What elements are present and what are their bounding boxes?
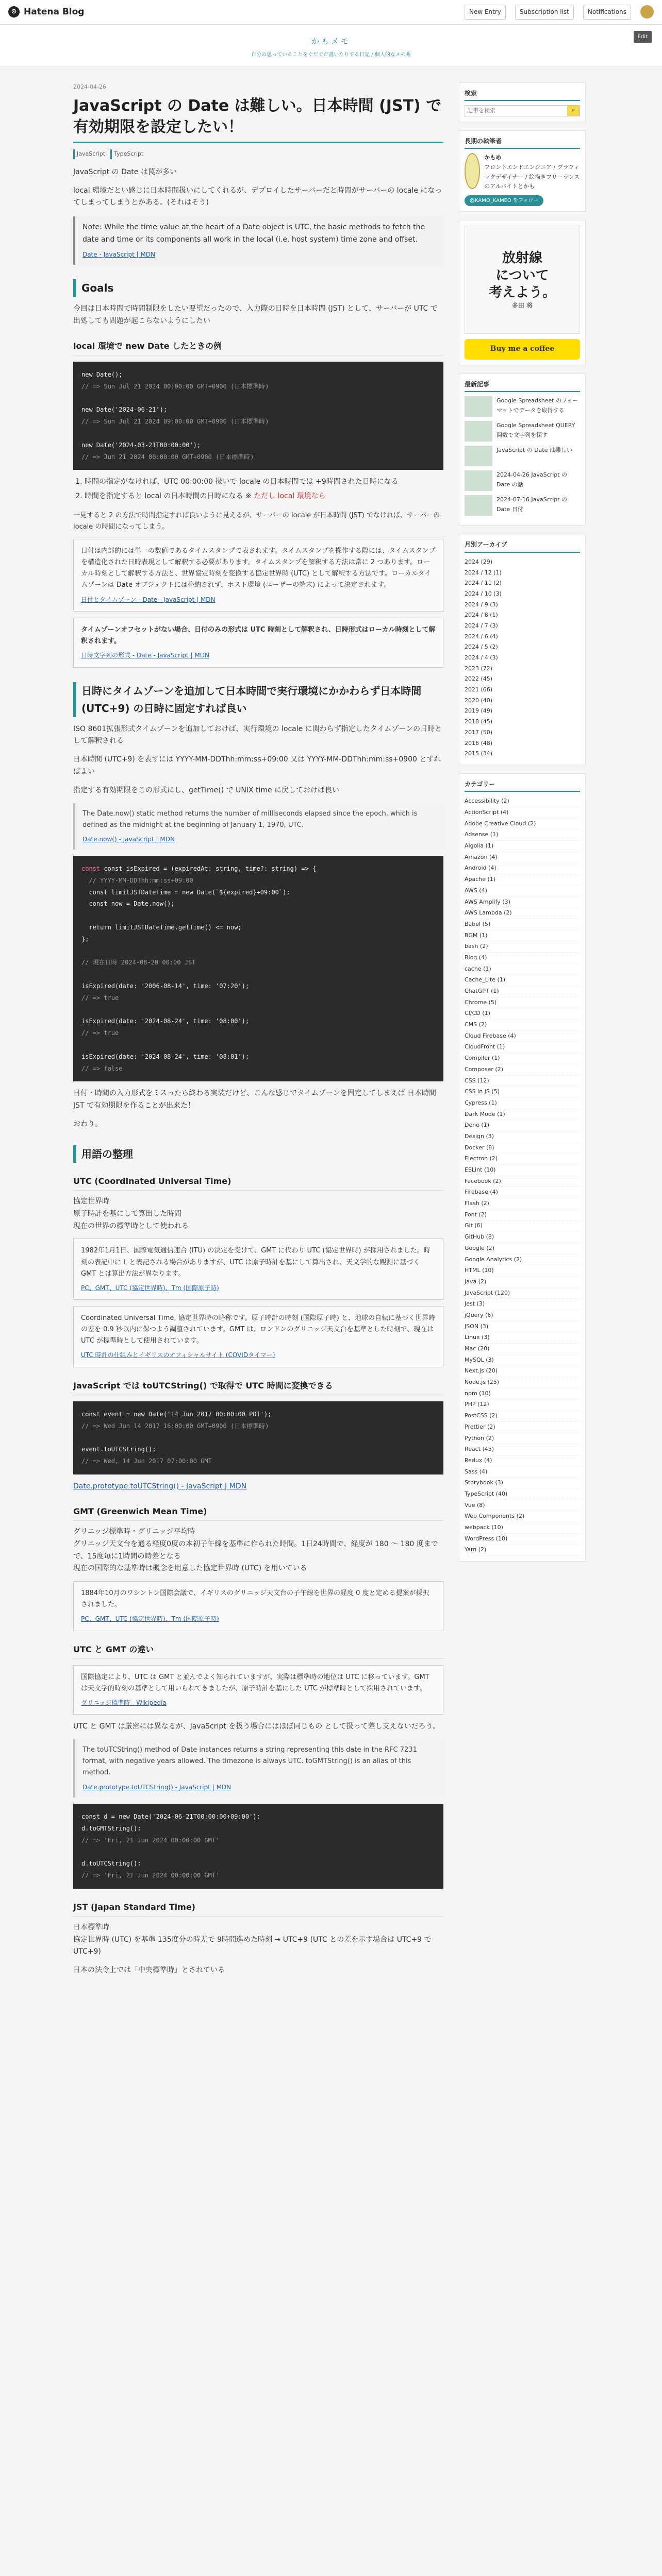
recent-posts-widget	[459, 374, 586, 526]
category-item[interactable]: Android (4)	[465, 863, 580, 874]
category-item[interactable]: HTML (10)	[465, 1265, 580, 1277]
behavior-list	[85, 476, 443, 503]
archive-item[interactable]: 2015 (34)	[465, 750, 493, 757]
gmt-heading: GMT (Greenwich Mean Time)	[73, 1504, 443, 1521]
category-item[interactable]: Web Components (2)	[465, 1511, 580, 1522]
post-thumbnail	[465, 495, 492, 516]
category-item[interactable]: Facebook (2)	[465, 1176, 580, 1188]
new-entry-button[interactable]: New Entry	[465, 5, 506, 19]
category-item[interactable]: BGM (1)	[465, 930, 580, 942]
recent-post[interactable]: Google Spreadsheet QUERY 関数で文字列を探す	[465, 421, 580, 442]
category-item[interactable]: bash (2)	[465, 941, 580, 953]
category-item[interactable]: Storybook (3)	[465, 1478, 580, 1489]
blog-header	[0, 25, 662, 67]
article-title[interactable]: JavaScript の Date は難しい。日本時間 (JST) で有効期限を設定したい！	[73, 96, 443, 143]
code-block-3: const event = new Date('14 Jun 2017 00:00:00 PDT'); // => Wed Jun 14 2017 16:00:00 GMT+0900 (日本標準時) event.toUTCString(); // => Wed, 14 Jun 2017 07:00:00 GMT	[73, 1401, 443, 1475]
edit-button[interactable]: Edit	[634, 31, 652, 43]
archive-item[interactable]: 2024 / 9 (3)	[465, 601, 498, 608]
archive-item[interactable]: 2024 / 6 (4)	[465, 633, 498, 640]
archive-item[interactable]: 2017 (50)	[465, 728, 493, 736]
category-item[interactable]: PostCSS (2)	[465, 1411, 580, 1422]
list-item: 2. 時間を指定すると local の日本時間の日時になる ※ ただし local 環境なら	[85, 490, 443, 503]
category-item[interactable]: GitHub (8)	[465, 1232, 580, 1243]
fix-heading: 日時にタイムゾーンを追加して日本時間で実行環境にかかわらず日本時間 (UTC+9) の日時に固定すれば良い	[73, 682, 443, 717]
archive-item[interactable]: 2019 (49)	[465, 707, 493, 715]
category-item[interactable]: React (45)	[465, 1444, 580, 1455]
gmt-quote: 1884年10月のワシントン国際会議で、イギリスのグリニッジ天文台の子午線を世界の経度 0 度と定める提案が採択されました。 PC、GMT、UTC (協定世界時)、Tm (国際原子時)	[73, 1581, 443, 1631]
category-item[interactable]: CI/CD (1)	[465, 1008, 580, 1020]
fix-paragraph-2: 日本時間 (UTC+9) を表すには YYYY-MM-DDThh:mm:ss+09:00 又は YYYY-MM-DDThh:mm:ss+0900 とすればよい	[73, 755, 441, 776]
category-item[interactable]: ESLint (10)	[465, 1165, 580, 1176]
post-thumbnail	[465, 396, 492, 417]
archive-item[interactable]: 2024 / 10 (3)	[465, 590, 502, 597]
post-thumbnail	[465, 446, 492, 466]
blog-title[interactable]: かもメモ	[311, 37, 351, 46]
search-input[interactable]	[465, 106, 567, 116]
category-item[interactable]: Cypress (1)	[465, 1098, 580, 1109]
category-item[interactable]: JavaScript (120)	[465, 1288, 580, 1299]
diff-heading: UTC と GMT の違い	[73, 1642, 443, 1659]
mdn-quote-box-2: タイムゾーンオフセットがない場合、日付のみの形式は UTC 時刻として解釈され、日時形式はローカル時刻として解釈されます。 日時文字列の形式 - Date - JavaScript | MDN	[73, 618, 443, 668]
profile-widget	[459, 130, 586, 212]
box2-citation-link[interactable]: 日時文字列の形式 - Date - JavaScript | MDN	[81, 652, 209, 659]
goals-paragraph: 今回は日本時間で時間制限をしたい要望だったので、入力際の日時を日本時間 (JST) として、サーバーが UTC で出処しても問題が起こらないようにしたい	[73, 304, 438, 326]
search-icon[interactable]: ⌕	[567, 106, 580, 116]
jst-paragraph-2: 日本の法令上では「中央標準時」とされている	[73, 1966, 225, 1975]
fix-paragraph-3: 指定する有効期限をこの形式にし、getTime() で UNIX time に戻しておけば良い	[73, 786, 340, 794]
diff-quote: 国際協定により、UTC は GMT と並んでよく知られていますが、実際は標準時の地位は UTC に移っています。GMT は天文学的時刻の基準として用いられてきましたが、原子時計を基にした UTC が標準時として採用されています。 グリニッジ標準時 - Wikipedia	[73, 1665, 443, 1715]
utc-paragraph: 協定世界時 原子時計を基にして算出した時間 現在の世界の標準時として使われる	[73, 1197, 189, 1230]
archive-item[interactable]: 2018 (45)	[465, 718, 493, 725]
recent-post[interactable]: 2024-04-26 JavaScript の Date の話	[465, 470, 580, 491]
category-item[interactable]: Flash (2)	[465, 1198, 580, 1210]
category-item[interactable]: CMS (2)	[465, 1020, 580, 1031]
category-item[interactable]: AWS Lambda (2)	[465, 908, 580, 919]
local-example-heading: local 環境で new Date したときの例	[73, 339, 443, 355]
category-item[interactable]: Git (6)	[465, 1221, 580, 1232]
category-item[interactable]: Cloud Firebase (4)	[465, 1031, 580, 1042]
article-date[interactable]: 2024-04-26	[73, 83, 106, 90]
subscription-list-button[interactable]: Subscription list	[515, 5, 574, 19]
toutcstring-quote: The toUTCString() method of Date instances returns a string representing this date in the RFC 7231 format, with negative years allowed. The timezone is always UTC. toGMTString() is an alias of this method. Date.prototype.toUTCString() - JavaScript | MDN	[73, 1739, 443, 1798]
category-item[interactable]: Linux (3)	[465, 1332, 580, 1344]
toutc-citation-link[interactable]: Date.prototype.toUTCString() - JavaScript | MDN	[73, 1482, 247, 1490]
category-item[interactable]: CloudFront (1)	[465, 1042, 580, 1053]
mdn-quote-box-1: 日付は内部的には単一の数値であるタイムスタンプで表されます。タイムスタンプを操作する際には、タイムスタンプを構造化された日時表現として解釈する必要があります。タイムスタンプを解釈する方法は常に 2 つあります。ローカル時刻として解釈する方法と、世界協定時刻を変換する協定世界時 (UTC) として解釈する方法です。ローカルタイムゾーンは Date オブジェクトには格納されず、ホスト環境 (ユーザーの端末) によって決定されます。 日付とタイムゾーン - Date - JavaScript | MDN	[73, 539, 443, 612]
category-item[interactable]: Adsense (1)	[465, 829, 580, 841]
category-item[interactable]: Deno (1)	[465, 1120, 580, 1131]
notifications-button[interactable]: Notifications	[583, 5, 631, 19]
category-item[interactable]: Vue (8)	[465, 1500, 580, 1512]
profile-name[interactable]: かもめ	[484, 154, 502, 161]
category-item[interactable]: Composer (2)	[465, 1064, 580, 1076]
fix-paragraph-4: 日付・時間の入力形式をミスったら終わる実装だけど、こんな感じでタイムゾーンを固定してしまえば 日本時間 JST で有効期限を作ることが出来た！	[73, 1089, 437, 1110]
category-item[interactable]: Dark Mode (1)	[465, 1109, 580, 1121]
category-item[interactable]: ChatGPT (1)	[465, 986, 580, 997]
category-item[interactable]: jQuery (6)	[465, 1310, 580, 1321]
category-item[interactable]: JSON (3)	[465, 1321, 580, 1333]
category-item[interactable]: MySQL (3)	[465, 1355, 580, 1366]
tag-typescript[interactable]: TypeScript	[110, 149, 143, 159]
box1-citation-link[interactable]: 日付とタイムゾーン - Date - JavaScript | MDN	[81, 596, 216, 603]
recent-post[interactable]: 2024-07-16 JavaScript の Date 日付	[465, 495, 580, 516]
category-item[interactable]: AWS Amplify (3)	[465, 897, 580, 908]
archive-heading: 月別アーカイブ	[465, 539, 580, 552]
book-ad-widget	[459, 220, 586, 365]
category-item[interactable]: Accessibility (2)	[465, 796, 580, 807]
recent-post[interactable]: Google Spreadsheet のフォーマットでデータを取得する	[465, 396, 580, 417]
category-item[interactable]: Google (2)	[465, 1243, 580, 1255]
archive-item[interactable]: 2023 (72)	[465, 665, 493, 672]
category-item[interactable]: Firebase (4)	[465, 1187, 580, 1198]
category-heading: カテゴリー	[465, 779, 580, 792]
archive-item[interactable]: 2024 / 11 (2)	[465, 580, 502, 587]
category-item[interactable]: webpack (10)	[465, 1522, 580, 1534]
archive-item[interactable]: 2024 (29)	[465, 558, 493, 565]
brand-label: Hatena Blog	[24, 7, 85, 18]
blog-subtitle: 自分の思っていることをぐだぐだ書いたりする日記 / 個人的なメモ帳	[251, 52, 411, 58]
search-heading: 検索	[465, 88, 580, 101]
buy-me-a-coffee-button[interactable]: Buy me a coffee	[465, 339, 580, 360]
post-thumbnail	[465, 470, 492, 491]
category-item[interactable]: CSS in JS (5)	[465, 1087, 580, 1098]
category-item[interactable]: Cache_Lite (1)	[465, 975, 580, 986]
category-item[interactable]: Algolia (1)	[465, 841, 580, 852]
jst-heading: JST (Japan Standard Time)	[73, 1900, 443, 1917]
note-citation-link[interactable]: Date - JavaScript | MDN	[82, 250, 156, 258]
category-item[interactable]: Adobe Creative Cloud (2)	[465, 819, 580, 830]
category-widget	[459, 773, 586, 1562]
category-item[interactable]: ActionScript (4)	[465, 807, 580, 819]
category-item[interactable]: npm (10)	[465, 1388, 580, 1400]
category-item[interactable]: Java (2)	[465, 1277, 580, 1288]
category-item[interactable]: Python (2)	[465, 1433, 580, 1445]
category-item[interactable]: Electron (2)	[465, 1154, 580, 1165]
archive-item[interactable]: 2024 / 5 (2)	[465, 643, 498, 651]
category-item[interactable]: Docker (8)	[465, 1143, 580, 1154]
profile-description: フロントエンドエンジニア / グラフィックデザイナー / 絵描きフリーランスのアルバイトとかも	[484, 163, 580, 190]
sidebar	[459, 82, 586, 1984]
category-item[interactable]: Sass (4)	[465, 1467, 580, 1478]
category-item[interactable]: Next.js (20)	[465, 1366, 580, 1377]
category-item[interactable]: Amazon (4)	[465, 852, 580, 863]
terms-heading: 用語の整理	[73, 1145, 443, 1163]
utc-quote-1: 1982年1月1日、国際電気通信連合 (ITU) の決定を受けて、GMT に代わり UTC (協定世界時) が採用されました。時刻の表記中に L と表記される場合がありますが、UTC は原子時計を基にして算出され、天文学的な観測に基づく GMT とは算出方法が異なります。 PC、GMT、UTC (協定世界時)、Tm (国際原子時)	[73, 1239, 443, 1300]
code-block-4: const d = new Date('2024-06-21T00:00:00+09:00'); d.toGMTString(); // => 'Fri, 21 Jun 2024 00:00:00 GMT' d.toUTCString(); // => 'Fri, 21 Jun 2024 00:00:00 GMT'	[73, 1804, 443, 1889]
recent-heading: 最新記事	[465, 379, 580, 392]
category-item[interactable]: PHP (12)	[465, 1399, 580, 1411]
category-item[interactable]: AWS (4)	[465, 886, 580, 897]
fix-paragraph-1: ISO 8601拡張形式タイムゾーンを追加しておけば、実行環境の locale に関わらず指定したタイムゾーンの日時として解釈される	[73, 724, 442, 745]
intro-paragraph-1: JavaScript の Date は罠が多い	[73, 167, 177, 176]
date-now-quote: The Date.now() static method returns the number of milliseconds elapsed since the epoch, which is defined as the midnight at the beginning of January 1, 1970, UTC. Date.now() - JavaScript | MDN	[73, 803, 443, 850]
note-text: Note: While the time value at the heart of a Date object is UTC, the basic methods to fetch the date and time or its components all work in the local (i.e. host system) time zone and offset.	[82, 223, 425, 244]
utc-citation-link-1[interactable]: PC、GMT、UTC (協定世界時)、Tm (国際原子時)	[81, 1284, 219, 1292]
archive-item[interactable]: 2024 / 12 (1)	[465, 569, 502, 576]
mdn-note	[73, 216, 443, 265]
category-item[interactable]: Jest (3)	[465, 1299, 580, 1310]
category-item[interactable]: Compiler (1)	[465, 1053, 580, 1064]
recent-post[interactable]: JavaScript の Date は難しい	[465, 446, 580, 466]
archive-item[interactable]: 2020 (40)	[465, 697, 493, 704]
category-item[interactable]: cache (1)	[465, 964, 580, 975]
user-avatar[interactable]	[640, 5, 654, 19]
post-thumbnail	[465, 421, 492, 442]
archive-widget	[459, 534, 586, 765]
code-block-1: new Date(); // => Sun Jul 21 2024 00:00:00 GMT+0900 (日本標準時) new Date('2024-06-21'); // => Sun Jul 21 2024 09:00:00 GMT+0900 (日本標準時) new Date('2024-03-21T00:00:00'); // => Jun 21 2024 00:00:00 GMT+0900 (日本標準時)	[73, 362, 443, 470]
list-item: 1. 時間の指定がなければ、UTC 00:00:00 扱いで locale の日本時間では +9時間された日時になる	[85, 476, 443, 488]
category-item[interactable]: Font (2)	[465, 1210, 580, 1221]
goals-heading: Goals	[73, 279, 443, 297]
top-navigation-bar	[0, 0, 662, 25]
category-item[interactable]: CSS (12)	[465, 1076, 580, 1087]
diff-citation-link[interactable]: グリニッジ標準時 - Wikipedia	[81, 1699, 167, 1707]
intro-paragraph-2: local 環境だとい感じに日本時間扱いにしてくれるが、デプロイしたサーバーだと時間がサーバーの locale になってしまってしまうとかある。(それはそう)	[73, 186, 442, 207]
toutc-heading: JavaScript では toUTCString() で取得で UTC 時間に変換できる	[73, 1379, 443, 1395]
category-item[interactable]: Yarn (2)	[465, 1545, 580, 1556]
category-item[interactable]: Design (3)	[465, 1131, 580, 1143]
end-text: おわり。	[73, 1120, 102, 1129]
profile-heading: 長期の執筆者	[465, 136, 580, 149]
archive-item[interactable]: 2024 / 8 (1)	[465, 612, 498, 619]
diff-paragraph: UTC と GMT は厳密には異なるが、JavaScript を扱う場合にはほぼ同じもの として扱って差し支えないだろう。	[73, 1722, 440, 1731]
category-item[interactable]: Blog (4)	[465, 953, 580, 964]
category-item[interactable]: Mac (20)	[465, 1344, 580, 1355]
list-note: 一見すると 2 の方法で時間指定すれば良いように見えるが、サーバーの locale が日本時間 (JST) でなければ、サーバーの locale の時間になってしまう。	[73, 512, 440, 531]
category-item[interactable]: WordPress (10)	[465, 1534, 580, 1545]
gmt-paragraph: グリニッジ標準時・グリニッジ平均時 グリニッジ天文台を通る経度0度の本初子午線を基準に作られた時間。1日24時間で、経度が 180 〜 180 度までで、15度毎に1時間の時差となる 現在の国際的な基準時は概念を用意した協定世界時 (UTC) を用いている	[73, 1527, 438, 1573]
archive-item[interactable]: 2022 (45)	[465, 675, 493, 683]
book-ad[interactable]: 放射線 について 考えよう。 多田 将	[465, 226, 580, 334]
jst-paragraph: 日本標準時 協定世界時 (UTC) を基準 135度分の時差で 9時間進めた時刻 → UTC+9 (UTC との差を示す場合は UTC+9 で UTC+9)	[73, 1923, 432, 1956]
search-widget	[459, 82, 586, 122]
archive-item[interactable]: 2024 / 4 (3)	[465, 654, 498, 662]
category-item[interactable]: Babel (5)	[465, 919, 580, 930]
category-item[interactable]: Chrome (5)	[465, 997, 580, 1009]
category-item[interactable]: Apache (1)	[465, 874, 580, 886]
utc-heading: UTC (Coordinated Universal Time)	[73, 1174, 443, 1191]
toutcstring-citation-link[interactable]: Date.prototype.toUTCString() - JavaScript | MDN	[82, 1783, 231, 1791]
category-item[interactable]: Google Analytics (2)	[465, 1255, 580, 1266]
archive-item[interactable]: 2021 (66)	[465, 686, 493, 693]
utc-citation-link-2[interactable]: UTC 時計の仕組みとイギリスのオフィシャルサイト (COVIDタイマー)	[81, 1351, 275, 1359]
archive-item[interactable]: 2016 (48)	[465, 739, 493, 747]
category-item[interactable]: TypeScript (40)	[465, 1489, 580, 1500]
gmt-citation-link[interactable]: PC、GMT、UTC (協定世界時)、Tm (国際原子時)	[81, 1615, 219, 1623]
category-item[interactable]: Prettier (2)	[465, 1422, 580, 1433]
code-block-2: const const isExpired = (expiredAt: string, time?: string) => { // YYYY-MM-DDThh:mm:ss+09:00 const limitJSTDateTime = new Date(`${expired}+09:00`); const now = Date.now(); return limitJSTDateTime.getTime() <= now; }; // 現在日時 2024-08-20 00:00 JST isExpired(date: '2006-08-14', time: '07:20'); // => true isExpired(date: '2024-08-24', time: '08:00'); // => true isExpired(date: '2024-08-24', time: '08:01'); // => false	[73, 856, 443, 1081]
category-item[interactable]: Redux (4)	[465, 1455, 580, 1467]
profile-avatar[interactable]	[465, 153, 480, 189]
article	[73, 82, 443, 1984]
hatena-blog-logo[interactable]	[8, 5, 84, 20]
category-item[interactable]: Node.js (25)	[465, 1377, 580, 1388]
archive-item[interactable]: 2024 / 7 (3)	[465, 622, 498, 629]
date-now-citation-link[interactable]: Date.now() - JavaScript | MDN	[82, 835, 175, 843]
hatena-logo-icon: ⊙	[8, 6, 20, 18]
tag-javascript[interactable]: JavaScript	[73, 149, 105, 159]
follow-button[interactable]: @KAMO_KAMEO をフォロー	[465, 195, 543, 206]
utc-quote-2: Coordinated Universal Time, 協定世界時の略称です。原子時計の時刻 (国際原子時) と、地球の自転に基づく世界時の差を 0.9 秒以内に保つよう調整されています。GMT は、ロンドンのグリニッジ天文台を基準とした時刻で、現在は UTC が標準時として使用されています。 UTC 時計の仕組みとイギリスのオフィシャルサイト (COVIDタイマー)	[73, 1306, 443, 1367]
